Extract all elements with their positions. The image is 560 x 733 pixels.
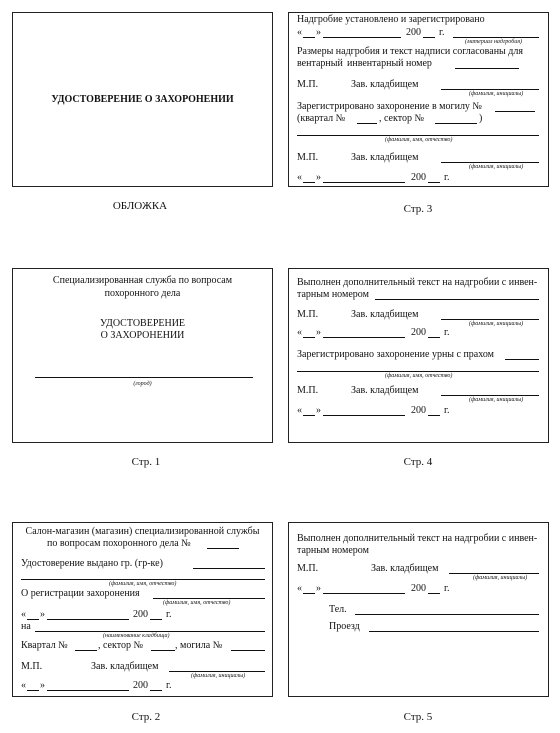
cover-title: УДОСТОВЕРЕНИЕ О ЗАХОРОНЕНИИ <box>51 94 234 105</box>
p3-line3: инвентарный номер <box>347 58 432 69</box>
p3-date2-close: » <box>316 172 321 183</box>
cover-page <box>12 12 273 187</box>
p5-date1-year: 200 <box>411 583 426 594</box>
p2-hint-fio1: (фамилия, имя, отчество) <box>109 581 177 587</box>
p1-hint-city: (город) <box>133 381 152 387</box>
p5-tel: Тел. <box>329 604 347 615</box>
p2-hint-cemetery: (наименование кладбища) <box>103 633 170 639</box>
p2-date1-year: 200 <box>133 609 148 620</box>
p4-zav2: Зав. кладбищем <box>351 385 419 396</box>
p1-line2: похоронного дела <box>104 288 181 299</box>
caption-p5: Стр. 5 <box>403 711 433 723</box>
p2-hint-initials: (фамилия, инициалы) <box>191 673 246 679</box>
p3-line4: Зарегистрировано захоронение в могилу № <box>297 101 482 112</box>
p3-line5-c: ) <box>479 113 483 124</box>
p5-line1: Выполнен дополнительный текст на надгробии с инвен- <box>297 533 538 544</box>
p5-mp: М.П. <box>297 563 319 574</box>
p5-proezd: Проезд <box>329 621 360 632</box>
p2-date2-close: » <box>40 680 45 691</box>
p4-hint-initials2: (фамилия, инициалы) <box>469 397 524 403</box>
p2-line6-b: , сектор № <box>98 640 144 651</box>
p3-date2-year: 200 <box>411 172 426 183</box>
p2-date1-close: » <box>40 609 45 620</box>
p1-title2: О ЗАХОРОНЕНИИ <box>100 330 185 341</box>
p3-date2-g: г. <box>444 172 450 183</box>
p3-date1-close: » <box>316 27 321 38</box>
p2-line6-c: , могила № <box>175 640 223 651</box>
page-3 <box>288 12 549 187</box>
p3-line5-b: , сектор № <box>379 113 425 124</box>
p2-line4: О регистрации захоронения <box>21 588 140 599</box>
p3-hint-initials1: (фамилия, инициалы) <box>469 91 524 97</box>
p4-line2: тарным номером <box>297 289 369 300</box>
p2-mp: М.П. <box>21 661 43 672</box>
p5-hint-initials: (фамилия, инициалы) <box>473 575 528 581</box>
p4-line1: Выполнен дополнительный текст на надгробии с инвен- <box>297 277 538 288</box>
p3-hint-initials2: (фамилия, инициалы) <box>469 164 524 170</box>
p1-line1: Специализированная служба по вопросам <box>52 275 233 286</box>
p2-date2-g: г. <box>166 680 172 691</box>
p3-hint-fio: (фамилия, имя, отчество) <box>385 137 453 143</box>
p3-zav1: Зав. кладбищем <box>351 79 419 90</box>
page-2 <box>12 522 273 697</box>
p4-date1-year: 200 <box>411 327 426 338</box>
page-5 <box>288 522 549 697</box>
p2-zav: Зав. кладбищем <box>91 661 159 672</box>
p4-mp1: М.П. <box>297 309 319 320</box>
p2-line1: Салон-магазин (магазин) специализированной службы <box>25 526 260 537</box>
p2-date1-open: « <box>21 609 26 620</box>
p4-date1-open: « <box>297 327 302 338</box>
p2-date2-year: 200 <box>133 680 148 691</box>
caption-cover: ОБЛОЖКА <box>112 200 168 212</box>
p5-date1-close: » <box>316 583 321 594</box>
p3-date1-g: г. <box>439 27 445 38</box>
p4-date2-open: « <box>297 405 302 416</box>
p4-hint-fio: (фамилия, имя, отчество) <box>385 373 453 379</box>
p3-date2-open: « <box>297 172 302 183</box>
caption-p4: Стр. 4 <box>403 456 433 468</box>
p4-date2-g: г. <box>444 405 450 416</box>
p1-title1: УДОСТОВЕРЕНИЕ <box>99 318 186 329</box>
p2-line5: на <box>21 621 31 632</box>
p4-hint-initials1: (фамилия, инициалы) <box>469 321 524 327</box>
p3-line5-a: (квартал № <box>297 113 346 124</box>
p4-date1-close: » <box>316 327 321 338</box>
p4-date2-close: » <box>316 405 321 416</box>
p4-date1-g: г. <box>444 327 450 338</box>
p5-date1-open: « <box>297 583 302 594</box>
p2-hint-fio2: (фамилия, имя, отчество) <box>163 600 231 606</box>
p5-line2: тарным номером <box>297 545 369 556</box>
p2-line2: по вопросам похоронного дела № <box>47 538 191 549</box>
p3-mp1: М.П. <box>297 79 319 90</box>
p3-hint-material: (материал надгробия) <box>465 39 523 45</box>
p3-line1: Надгробие установлено и зарегистрировано <box>297 14 485 25</box>
p4-mp2: М.П. <box>297 385 319 396</box>
p5-date1-g: г. <box>444 583 450 594</box>
p4-zav1: Зав. кладбищем <box>351 309 419 320</box>
p5-zav: Зав. кладбищем <box>371 563 439 574</box>
page-4 <box>288 268 549 443</box>
caption-p3: Стр. 3 <box>403 203 433 215</box>
p3-date1-year: 200 <box>406 27 421 38</box>
p4-date2-year: 200 <box>411 405 426 416</box>
p3-date1-open: « <box>297 27 302 38</box>
p2-line3: Удостоверение выдано гр. (гр-ке) <box>21 558 163 569</box>
page-1 <box>12 268 273 443</box>
p3-mp2: М.П. <box>297 152 319 163</box>
p3-line3-a: вентарный <box>297 58 343 69</box>
p4-line3: Зарегистрировано захоронение урны с прахом <box>297 349 494 360</box>
p2-line6-a: Квартал № <box>21 640 68 651</box>
p2-date2-open: « <box>21 680 26 691</box>
caption-p2: Стр. 2 <box>131 711 161 723</box>
p3-line2: Размеры надгробия и текст надписи согласованы для <box>297 46 523 57</box>
p3-zav2: Зав. кладбищем <box>351 152 419 163</box>
caption-p1: Стр. 1 <box>131 456 161 468</box>
p2-date1-g: г. <box>166 609 172 620</box>
